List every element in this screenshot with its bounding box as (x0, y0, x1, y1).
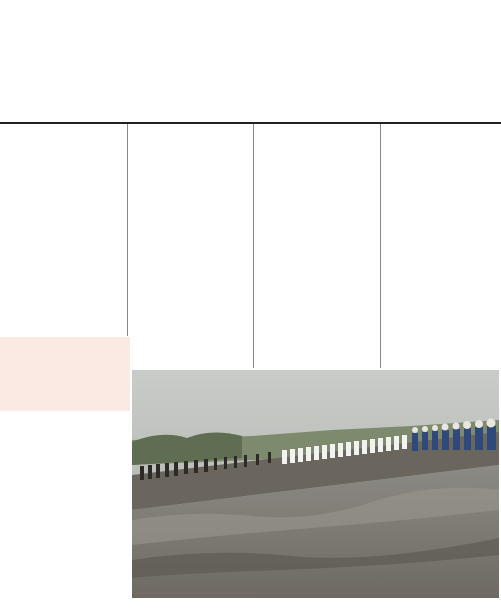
main-headline-line-1 (0, 4, 501, 64)
second-headline-band (0, 337, 130, 375)
column-divider (253, 124, 254, 368)
article-column-4 (383, 124, 499, 369)
column-divider (127, 124, 128, 336)
column-divider (380, 124, 381, 368)
photo-caption-bar (132, 598, 499, 612)
news-photo (132, 370, 499, 598)
main-headline-line-2 (0, 64, 501, 122)
article-column-1 (2, 127, 123, 335)
article-column-3 (256, 124, 378, 369)
second-subhead-band (0, 375, 130, 411)
protest-human-chain-photo (132, 370, 499, 598)
second-article-body (20, 414, 128, 610)
